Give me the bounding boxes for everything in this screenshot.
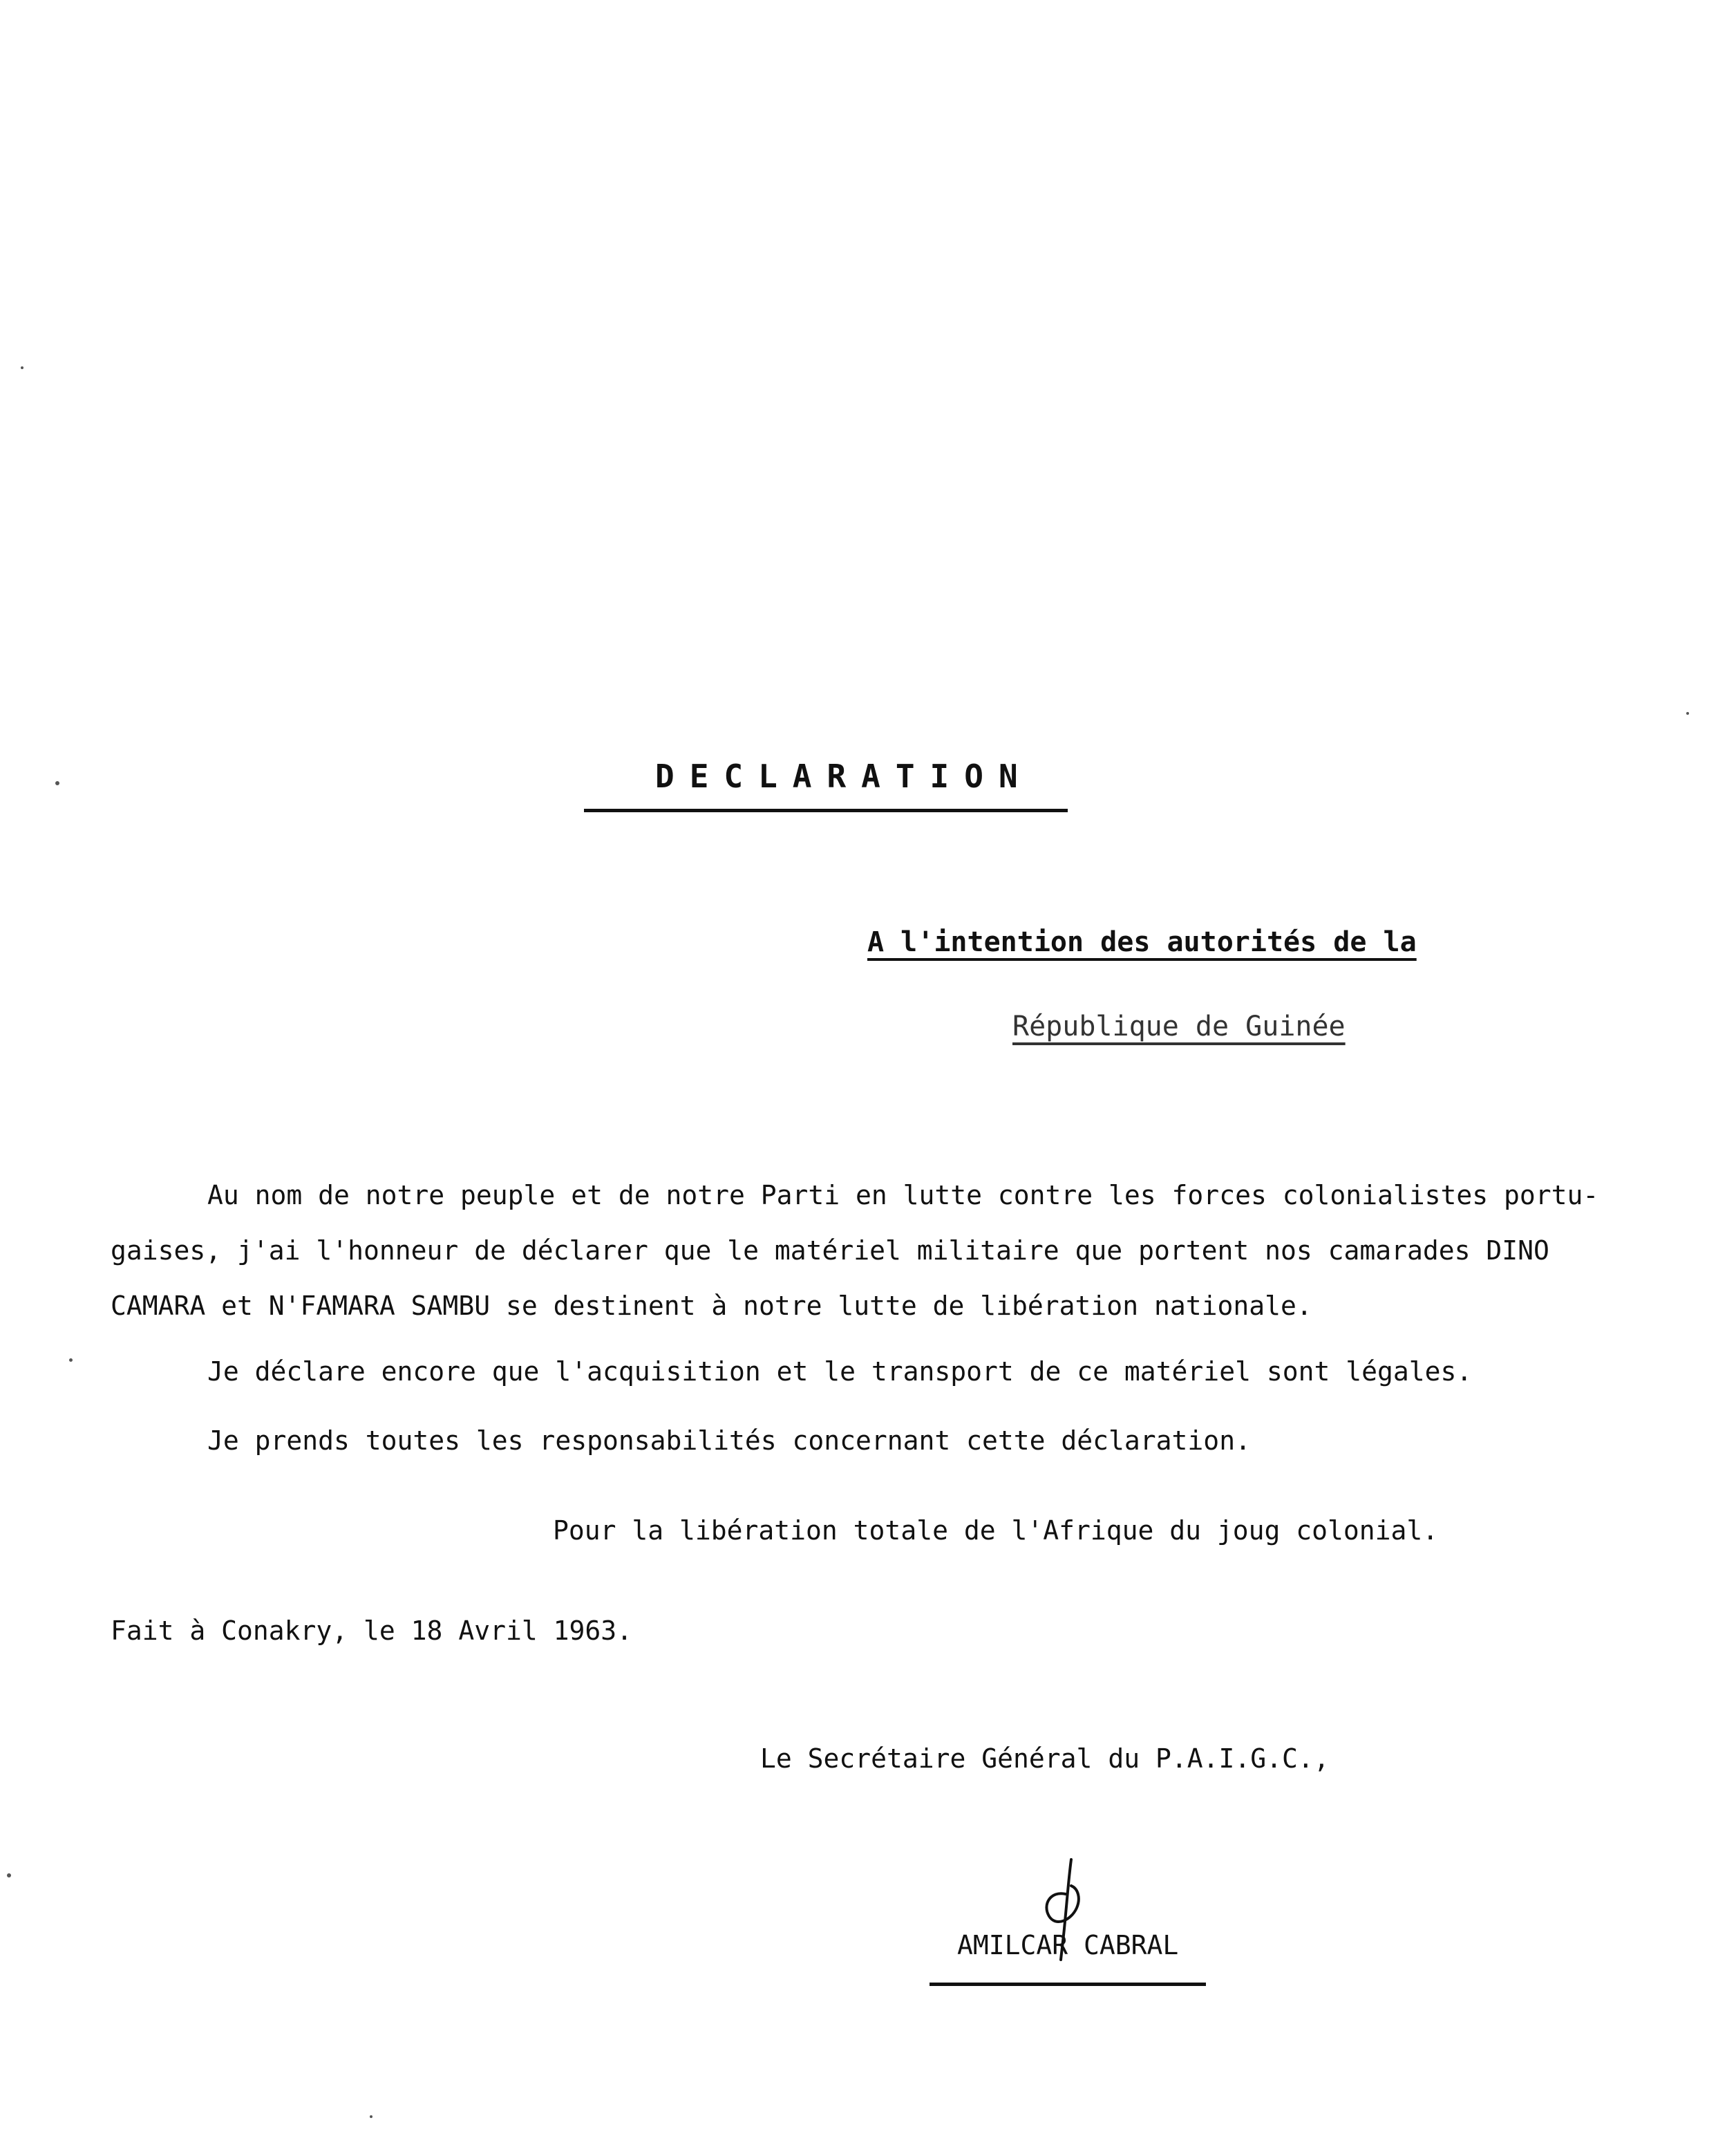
document-title: DECLARATION: [655, 758, 1033, 795]
scan-speck: [55, 781, 59, 785]
paragraph-2: Je déclare encore que l'acquisition et le transport de ce matériel sont légales.: [207, 1356, 1473, 1387]
paragraph-1-line-1: Au nom de notre peuple et de notre Parti en lutte contre les forces colonialistes portu-: [207, 1180, 1599, 1210]
scan-speck: [21, 366, 23, 369]
paragraph-1-line-3: CAMARA et N'FAMARA SAMBU se destinent à notre lutte de libération nationale.: [111, 1291, 1312, 1321]
paragraph-3: Je prends toutes les responsabilités concernant cette déclaration.: [207, 1425, 1251, 1456]
paragraph-1-line-2: gaises, j'ai l'honneur de déclarer que le matériel militaire que portent nos camarades DINO: [111, 1235, 1549, 1266]
scan-speck: [69, 1358, 73, 1362]
scan-speck: [7, 1873, 11, 1877]
closing-slogan: Pour la libération totale de l'Afrique du joug colonial.: [553, 1515, 1439, 1546]
addressee-line-1: A l'intention des autorités de la: [867, 926, 1417, 958]
signature-underline: [930, 1983, 1206, 1986]
scan-speck: [1686, 712, 1689, 715]
title-underline: [584, 809, 1068, 812]
signatory-name: AMILCAR CABRAL: [957, 1930, 1179, 1960]
signatory-title: Le Secrétaire Général du P.A.I.G.C.,: [760, 1743, 1330, 1774]
place-and-date: Fait à Conakry, le 18 Avril 1963.: [111, 1615, 632, 1646]
addressee-line-2: République de Guinée: [1012, 1011, 1346, 1042]
scan-speck: [370, 2115, 372, 2118]
